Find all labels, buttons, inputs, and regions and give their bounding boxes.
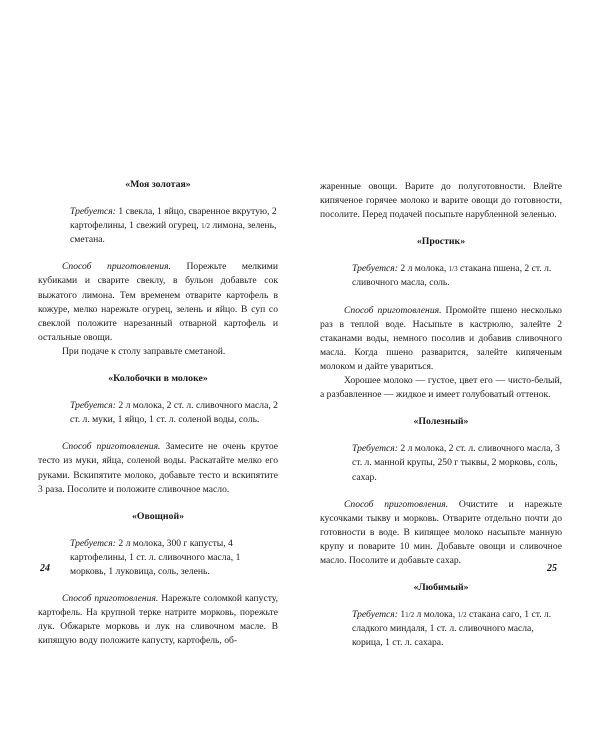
recipe-title: «Полезный» — [413, 416, 469, 428]
procedure-text: Очистите и нарежьте кусочками тыкву и морковь. Отварите отдельно почти до готовности в воде. В кипящее молоко насыпьте манную крупу и поварите 10 мин. Добавьте овощи и сливочное масло. Посолите и добавьте сахар. — [320, 498, 562, 566]
recipe-title: «Овощной» — [132, 510, 184, 522]
requirements-text: 2 л молока, — [397, 263, 447, 275]
procedure-text: Промойте пшено несколько раз в теплой воде. Насыпьте в кастрюлю, залейте 2 стаканами воды, немного посолив и добавив сливочного масла. Когда пшено разварится, залейте кипяченым молоком и дайте увариться. — [320, 304, 562, 372]
requirements-label: Требуется: — [70, 400, 116, 412]
recipe-title: «Простик» — [416, 236, 466, 248]
recipe-title: «Моя золотая» — [125, 179, 191, 190]
requirements-pre: 1 — [397, 609, 406, 621]
fraction: 1/2 — [457, 611, 467, 620]
requirements-rest: лимона, зелень, сметана. — [70, 220, 277, 246]
procedure-label: Способ приготовления. — [62, 261, 171, 273]
recipe-title: «Любимый» — [413, 582, 469, 594]
recipe-procedure — [38, 592, 278, 648]
requirements-rest: стакана саго, 1 ст. л. сладкого миндаля, 1 ст. л. сливочного масла, корица, 1 ст. л. сахара. — [352, 609, 552, 649]
requirements-label: Требуется: — [352, 263, 398, 275]
recipe-requirements — [320, 442, 562, 484]
procedure-label: Способ приготовления. — [62, 593, 159, 605]
recipe-requirements — [38, 399, 278, 427]
procedure-text: Порежьте мелкими кубиками и сварите свеклу, в бульон добавьте сок выжатого лимона. Тем временем отварите картофель в кожуре, мелко нарежьте огурец, зелень и яйцо. В суп со свеклой положите нарезанный отварной картофель и остальные овощи. — [38, 261, 278, 343]
procedure-label: Способ приготовления. — [344, 304, 442, 316]
requirements-mid: л молока, — [414, 609, 456, 621]
fraction: 1/3 — [448, 265, 458, 274]
recipe-requirements — [38, 205, 278, 247]
recipe-procedure — [38, 440, 278, 496]
left-page-column — [38, 178, 278, 661]
requirements-text: 2 л молока, 2 ст. л. сливочного масла, 3 ст. л. манной крупы, 250 г тыквы, 2 морковь, соль, сахар. — [352, 443, 560, 483]
recipe-title: «Колобочки в молоке» — [108, 373, 208, 385]
recipe-requirements — [320, 262, 562, 290]
recipe-note: При подаче к столу заправьте сметаной. — [62, 345, 226, 357]
requirements-text: 1 свекла, 1 яйцо, сваренное вкрутую, 2 картофелины, 1 свежий огурец, — [70, 206, 277, 232]
requirements-text: 2 л молока, 300 г капусты, 4 картофелины, 1 ст. л. сливочного масла, 1 морковь, 1 луковица, соль, зелень. — [70, 537, 241, 577]
procedure-text: Замесите не очень крутое тесто из муки, яйца, соленой воды. Раскатайте мелко его руками. Вскипятите молоко, добавьте тесто и вскипятите 3 раза. Посолите и положите сливочное масло. — [38, 441, 278, 495]
recipe-requirements — [38, 537, 278, 579]
procedure-text: Нарежьте соломкой капусту, картофель. На крупной терке натрите морковь, порежьте лук. Обжарьте морковь и лук на сливочном масле. В кипящую воду положите капусту, картофель, об- — [38, 593, 278, 647]
recipe-note: Хорошее молоко — густое, цвет его — чисто-белый, а разбавленное — жидкое и имеет голубоватый оттенок. — [320, 375, 562, 401]
requirements-label: Требуется: — [352, 609, 398, 621]
requirements-label: Требуется: — [352, 443, 398, 455]
recipe-procedure — [320, 304, 562, 374]
procedure-label: Способ приготовления. — [344, 498, 449, 510]
requirements-rest: стакана пшена, 2 ст. л. сливочного масла, соль. — [352, 263, 552, 289]
fraction: 1/2 — [405, 611, 415, 620]
right-page-column — [320, 180, 562, 663]
procedure-label: Способ приготовления. — [62, 441, 161, 453]
page-number-left: 24 — [40, 563, 50, 574]
recipe-procedure — [38, 260, 278, 345]
recipe-procedure — [320, 498, 562, 568]
fraction: 1/2 — [201, 222, 211, 231]
requirements-text: 2 л молока, 2 ст. л. сливочного масла, 2 ст. л. муки, 1 яйцо, 1 ст. л. соленой воды, соль. — [70, 400, 278, 426]
recipe-requirements — [320, 608, 562, 650]
requirements-label: Требуется: — [70, 206, 116, 218]
page-number-right: 25 — [547, 563, 557, 574]
continuation-text: жаренные овощи. Варите до полуготовности. Влейте кипяченое горячее молоко и варите овощи до готовности, посолите. Перед подачей посыпьте нарубленной зеленью. — [320, 181, 562, 221]
requirements-label: Требуется: — [70, 537, 116, 549]
